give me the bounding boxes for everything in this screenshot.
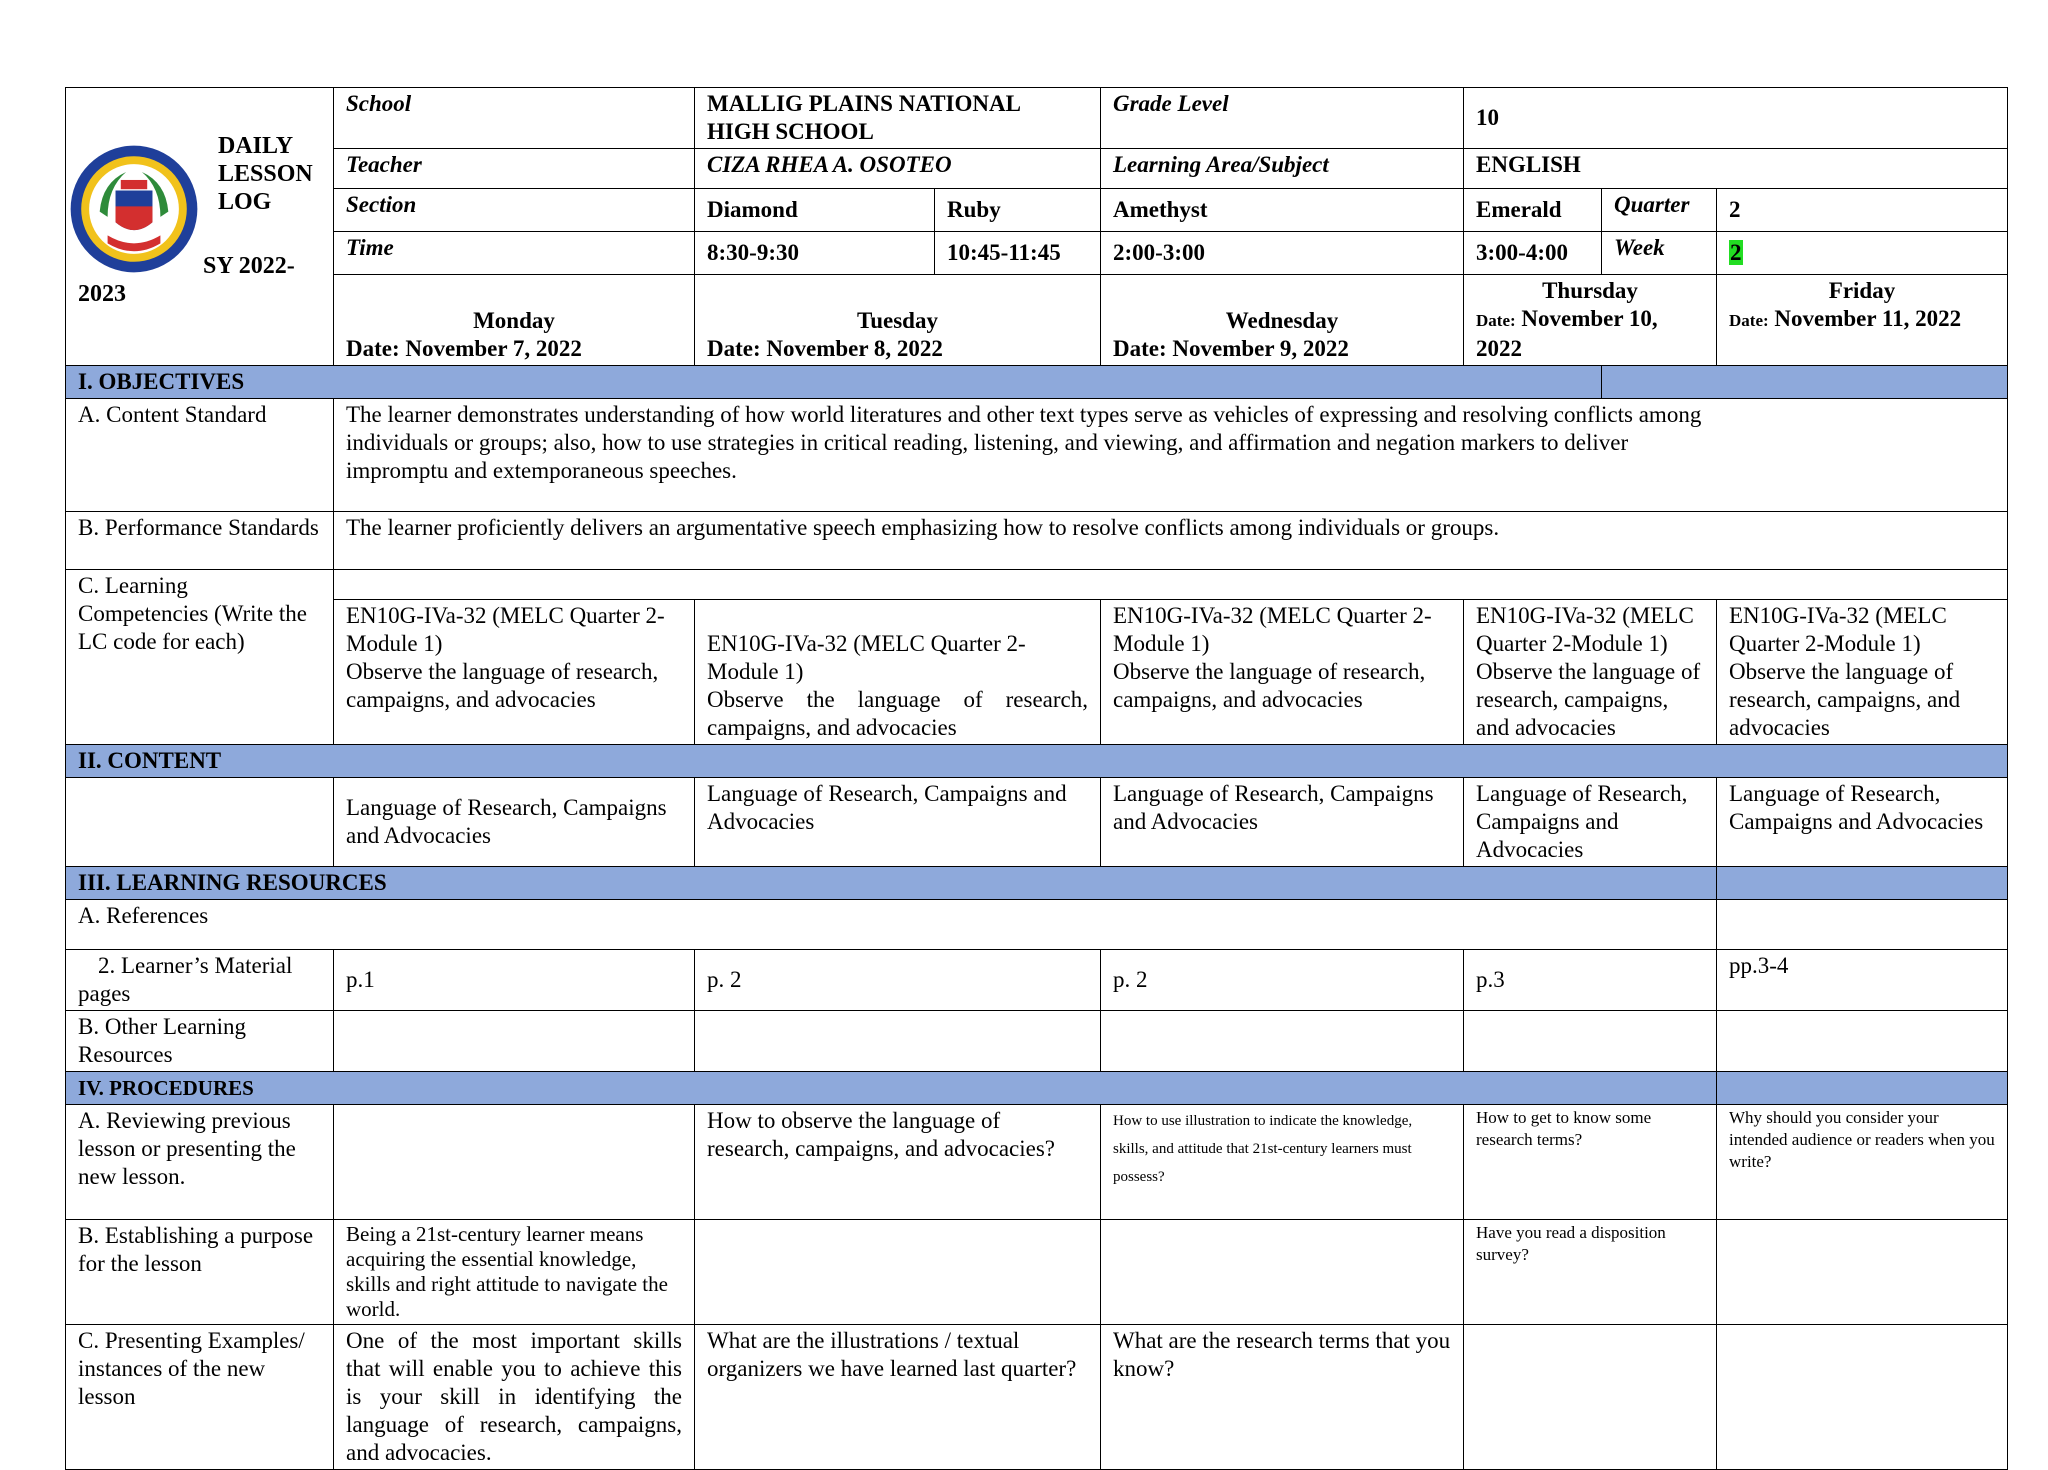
week-label: Week [1602,232,1717,275]
day-date [1729,305,1995,335]
day-name: Tuesday [857,308,938,333]
day-monday [334,275,695,366]
competency-friday [1717,600,2008,745]
other-resources-label: B. Other Learning Resources [66,1011,334,1072]
date-prefix: Date: [1476,311,1516,330]
pages-wednesday: p. 2 [1101,950,1464,1011]
section-content-heading: II. CONTENT [66,745,2008,778]
references-label: A. References [66,900,1717,950]
week-value: 2 [1730,240,1742,265]
teacher-value: CIZA RHEA A. OSOTEO [695,149,1101,189]
date-value: November 11, 2022 [1774,306,1962,331]
section-objectives-filler [1602,366,2008,399]
reviewing-thursday: How to get to know some research terms? [1464,1105,1717,1220]
title-line-2: LESSON [218,161,313,187]
lesson-log-table [65,87,2008,1470]
performance-standard-label: B. Performance Standards [66,512,334,570]
reviewing-tuesday: How to observe the language of research, campaigns, and advocacies? [695,1105,1101,1220]
date-value: November 10, 2022 [1476,306,1658,361]
competency-code: EN10G-IVa-32 (MELC Quarter 2-Module 1) [707,631,1026,684]
competency-text: Observe the language of research, campaigns, and advocacies [707,687,1088,740]
content-label-empty [66,778,334,867]
reviewing-wednesday: How to use illustration to indicate the knowledge, skills, and attitude that 21st-century learners must possess? [1101,1105,1464,1220]
section-diamond: Diamond [695,189,935,232]
day-date [346,335,682,363]
references-friday [1717,900,2008,950]
section-ruby: Ruby [935,189,1101,232]
competencies-label: C. Learning Competencies (Write the LC code for each) [66,570,334,745]
purpose-tuesday [695,1220,1101,1325]
competency-text: Observe the language of research, campaigns, and advocacies [1729,659,1961,740]
reviewing-friday: Why should you consider your intended audience or readers when you write? [1717,1105,2008,1220]
content-monday: Language of Research, Campaigns and Advocacies [334,778,695,867]
reviewing-label: A. Reviewing previous lesson or presenting the new lesson. [66,1105,334,1220]
competency-code: EN10G-IVa-32 (MELC Quarter 2-Module 1) [1113,603,1432,656]
school-label: School [334,88,695,149]
learner-material-text: 2. Learner’s Material pages [78,953,293,1006]
day-thursday [1464,275,1717,366]
competency-text: Observe the language of research, campaigns, and advocacies [1476,659,1701,740]
title-line-3: LOG [218,189,272,215]
examples-label: C. Presenting Examples/ instances of the new lesson [66,1325,334,1470]
competency-text: Observe the language of research, campaigns, and advocacies [346,659,659,712]
day-name: Monday [473,308,555,333]
other-monday [334,1011,695,1072]
competency-thursday [1464,600,1717,745]
date-prefix: Date: [1729,311,1769,330]
day-name: Wednesday [1225,308,1339,333]
school-value: MALLIG PLAINS NATIONAL HIGH SCHOOL [695,88,1101,149]
purpose-monday: Being a 21st-century learner means acquiring the essential knowledge, skills and right attitude to navigate the world. [334,1220,695,1325]
other-wednesday [1101,1011,1464,1072]
competency-wednesday [1101,600,1464,745]
examples-tuesday: What are the illustrations / textual organizers we have learned last quarter? [695,1325,1101,1470]
section-procedures-filler [1717,1072,2008,1105]
performance-standard-text: The learner proficiently delivers an argumentative speech emphasizing how to resolve conflicts among individuals or groups. [334,512,2008,570]
day-name: Thursday [1542,278,1638,303]
other-thursday [1464,1011,1717,1072]
content-thursday: Language of Research, Campaigns and Advocacies [1464,778,1717,867]
day-wednesday [1101,275,1464,366]
time-emerald: 3:00-4:00 [1464,232,1602,275]
purpose-friday [1717,1220,2008,1325]
header-title-cell [66,88,334,366]
section-label: Section [334,189,695,232]
other-friday [1717,1011,2008,1072]
section-objectives-heading: I. OBJECTIVES [66,366,1602,399]
purpose-thursday: Have you read a disposition survey? [1464,1220,1717,1325]
competency-code: EN10G-IVa-32 (MELC Quarter 2-Module 1) [1476,603,1694,656]
day-name: Friday [1828,278,1896,303]
section-amethyst: Amethyst [1101,189,1464,232]
purpose-wednesday [1101,1220,1464,1325]
day-date [1476,305,1704,363]
content-standard-text: The learner demonstrates understanding of how world literatures and other text types serve as vehicles of expressing and resolving conflicts among individuals or groups; also, how to use strategies in critical reading, listening, and viewing, and affirmation and negation markers to deliver impromptu and extemporaneous speeches. [334,399,2008,512]
teacher-label: Teacher [334,149,695,189]
date-value: November 9, 2022 [1172,336,1349,361]
competencies-spacer [334,570,2008,600]
day-date [707,335,1088,363]
competency-monday [334,600,695,745]
reviewing-monday [334,1105,695,1220]
pages-tuesday: p. 2 [695,950,1101,1011]
content-wednesday: Language of Research, Campaigns and Advocacies [1101,778,1464,867]
time-amethyst: 2:00-3:00 [1101,232,1464,275]
date-value: November 8, 2022 [766,336,943,361]
section-resources-heading: III. LEARNING RESOURCES [66,867,1717,900]
quarter-label: Quarter [1602,189,1717,232]
pages-friday: pp.3-4 [1717,950,2008,1011]
school-seal-icon [68,143,200,275]
day-tuesday [695,275,1101,366]
subject-value: ENGLISH [1464,149,2008,189]
examples-monday: One of the most important skills that will enable you to achieve this is your skill in identifying the language of research, campaigns, and advocacies. [334,1325,695,1470]
day-date [1113,335,1451,363]
date-value: November 7, 2022 [405,336,582,361]
competency-code: EN10G-IVa-32 (MELC Quarter 2-Module 1) [346,603,665,656]
content-tuesday: Language of Research, Campaigns and Advocacies [695,778,1101,867]
quarter-value: 2 [1717,189,2008,232]
date-prefix: Date: [346,336,400,361]
section-emerald: Emerald [1464,189,1602,232]
purpose-label: B. Establishing a purpose for the lesson [66,1220,334,1325]
competency-text: Observe the language of research, campaigns, and advocacies [1113,659,1426,712]
week-value-cell [1717,232,2008,275]
competency-code: EN10G-IVa-32 (MELC Quarter 2-Module 1) [1729,603,1947,656]
examples-wednesday: What are the research terms that you know? [1101,1325,1464,1470]
document-title [218,132,313,216]
time-diamond: 8:30-9:30 [695,232,935,275]
date-prefix: Date: [1113,336,1167,361]
pages-thursday: p.3 [1464,950,1717,1011]
grade-value: 10 [1464,88,2008,149]
content-friday: Language of Research, Campaigns and Advocacies [1717,778,2008,867]
time-ruby: 10:45-11:45 [935,232,1101,275]
title-line-1: DAILY [218,133,294,159]
content-standard-label: A. Content Standard [66,399,334,512]
school-year-part2: 2023 [78,281,126,307]
section-resources-filler [1717,867,2008,900]
time-label: Time [334,232,695,275]
school-year-part1: SY 2022- [203,253,295,279]
competency-tuesday [695,600,1101,745]
other-tuesday [695,1011,1101,1072]
daily-lesson-log [65,87,2007,1470]
pages-monday: p.1 [334,950,695,1011]
subject-label: Learning Area/Subject [1101,149,1464,189]
date-prefix: Date: [707,336,761,361]
grade-label: Grade Level [1101,88,1464,149]
learner-material-label [66,950,334,1011]
section-procedures-heading: IV. PROCEDURES [66,1072,1717,1105]
day-friday [1717,275,2008,366]
